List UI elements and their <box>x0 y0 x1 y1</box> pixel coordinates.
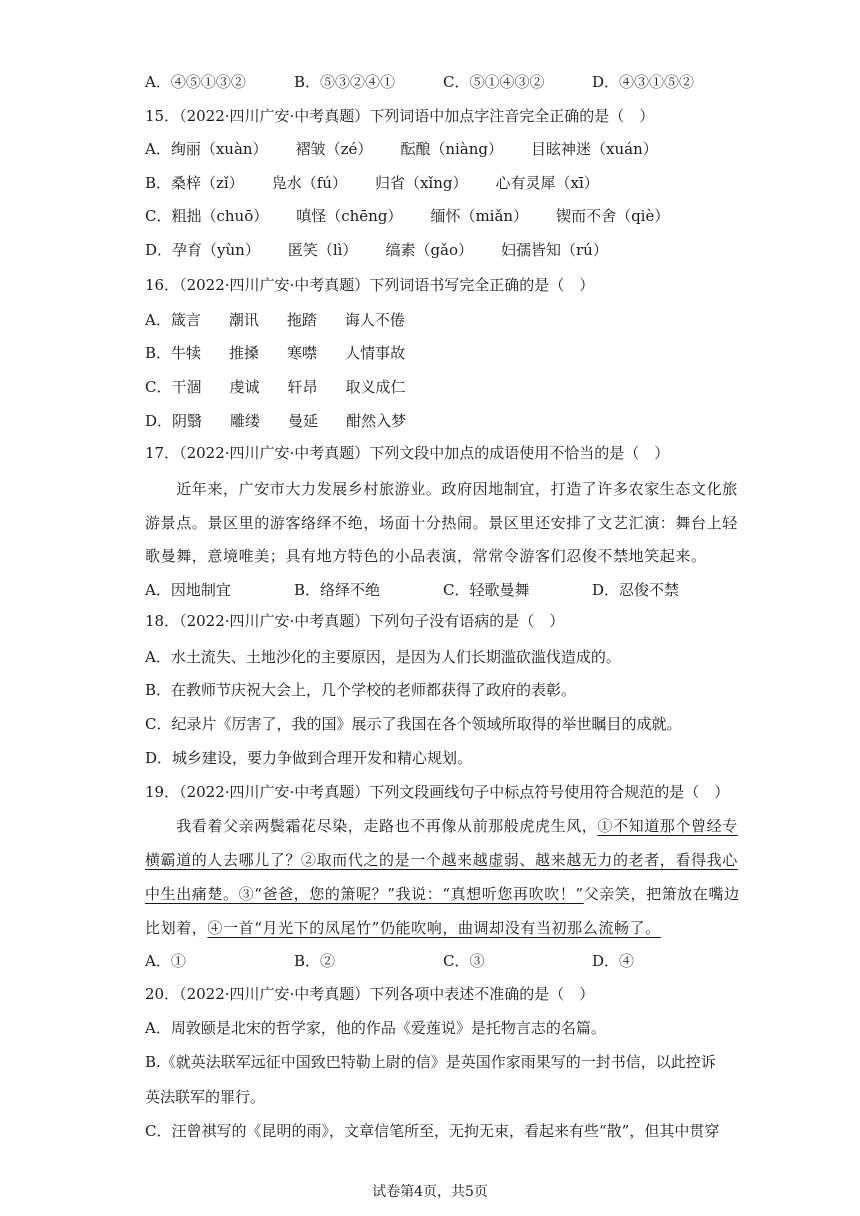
q19-p1-plain: 我看着父亲两鬓霜花尽染，走路也不再像从前那般虎虎生风， <box>145 817 598 835</box>
q16-option-a <box>145 310 720 330</box>
q14-option-a: A．④⑤①③② <box>145 73 246 91</box>
q19-p4-plain: 比划着， <box>145 919 208 937</box>
q15-a-item-4: 目眩神迷（xuán） <box>531 140 658 158</box>
q17-passage-line-1: 近年来，广安市大力发展乡村旅游业。政府因地制宜，打造了许多农家生态文化旅 <box>145 480 738 498</box>
q19-option-b: B．② <box>294 952 336 970</box>
q16-d-item-2: 雕缕 <box>230 412 261 430</box>
q16-c-item-1: C．干涸 <box>145 378 202 396</box>
q19-option-c: C．③ <box>443 952 485 970</box>
q19-stem: 19．（2022·四川广安·中考真题）下列文段画线句子中标点符号使用符合规范的是（ ） <box>145 783 730 801</box>
q17-option-a: A．因地制宜 <box>145 581 231 599</box>
q18-stem: 18．（2022·四川广安·中考真题）下列句子没有语病的是（ ） <box>145 612 565 630</box>
q16-a-item-3: 拖踏 <box>286 311 317 329</box>
q17-option-c: C．轻歌曼舞 <box>443 581 530 599</box>
q19-p3-underlined: 中生出痛楚。③“爸爸，您的箫呢？”我说：“真想听您再吹吹！” <box>145 885 584 903</box>
q19-options <box>145 951 720 971</box>
q15-d-item-4: 妇孺皆知（rú） <box>501 241 608 259</box>
q19-option-d: D．④ <box>592 952 635 970</box>
q17-option-d: D．忍俊不禁 <box>592 581 680 599</box>
q15-c-item-2: 嗔怪（chēng） <box>296 207 403 225</box>
q15-a-item-3: 酝酿（niàng） <box>400 140 504 158</box>
q15-d-item-3: 缟素（gǎo） <box>385 241 474 259</box>
q19-option-a: A．① <box>145 952 186 970</box>
q15-option-c <box>145 206 720 226</box>
q15-option-d <box>145 240 720 260</box>
q19-p2-underlined: 横霸道的人去哪儿了？②取而代之的是一个越来越虚弱、越来越无力的老者，看得我心 <box>145 851 738 869</box>
q17-stem: 17．（2022·四川广安·中考真题）下列文段中加点的成语使用不恰当的是（ ） <box>145 444 670 462</box>
q19-passage-line-1 <box>145 815 738 836</box>
q20-option-a: A．周敦颐是北宋的哲学家，他的作品《爱莲说》是托物言志的名篇。 <box>145 1019 606 1037</box>
q15-stem: 15．（2022·四川广安·中考真题）下列词语中加点字注音完全正确的是（ ） <box>145 107 655 125</box>
q14-option-b: B．⑤③②④① <box>294 73 396 91</box>
q16-b-item-2: 推搡 <box>229 344 260 362</box>
q20-stem: 20．（2022·四川广安·中考真题）下列各项中表述不准确的是（ ） <box>145 985 595 1003</box>
q16-a-item-1: A．箴言 <box>145 311 201 329</box>
q14-option-c: C．⑤①④③② <box>443 73 545 91</box>
q20-option-b-cont: 英法联军的罪行。 <box>145 1088 266 1106</box>
q16-b-item-1: B．牛犊 <box>145 344 202 362</box>
q15-c-item-4: 锲而不舍（qiè） <box>556 207 670 225</box>
q15-option-a <box>145 139 720 159</box>
q14-options <box>145 72 720 92</box>
q20-option-b: B.《就英法联军远征中国致巴特勒上尉的信》是英国作家雨果写的一封书信，以此控诉 <box>145 1053 716 1071</box>
q17-passage-line-2: 游景点。景区里的游客络绎不绝，场面十分热闹。景区里还安排了文艺汇演：舞台上轻 <box>145 514 738 532</box>
q16-d-item-4: 酣然入梦 <box>346 412 407 430</box>
q19-passage-line-3 <box>145 883 740 904</box>
q16-d-item-1: D．阴翳 <box>145 412 203 430</box>
q17-passage-line-3: 歌曼舞，意境唯美；具有地方特色的小品表演，常常令游客们忍俊不禁地笑起来。 <box>145 547 707 565</box>
q16-d-item-3: 曼延 <box>288 412 319 430</box>
q18-option-a: A．水土流失、土地沙化的主要原因，是因为人们长期滥砍滥伐造成的。 <box>145 648 621 666</box>
q18-option-c: C．纪录片《厉害了，我的国》展示了我国在各个领域所取得的举世瞩目的成就。 <box>145 715 682 733</box>
q16-option-d <box>145 411 720 431</box>
q18-option-d: D．城乡建设，要力争做到合理开发和精心规划。 <box>145 749 473 767</box>
q16-a-item-4: 诲人不倦 <box>344 311 405 329</box>
q15-c-item-3: 缅怀（miǎn） <box>430 207 529 225</box>
q15-d-item-1: D．孕育（yùn） <box>145 241 260 259</box>
q15-b-item-3: 归省（xǐng） <box>374 174 468 192</box>
q16-c-item-2: 虔诚 <box>229 378 260 396</box>
q16-c-item-3: 轩昂 <box>287 378 318 396</box>
q14-option-d: D．④③①⑤② <box>592 73 695 91</box>
q20-option-c: C．汪曾祺写的《昆明的雨》，文章信笔所至，无拘无束，看起来有些“散”，但其中贯穿 <box>145 1122 720 1140</box>
q15-d-item-2: 匿笑（lì） <box>287 241 358 259</box>
q16-c-item-4: 取义成仁 <box>345 378 406 396</box>
q16-option-c <box>145 377 720 397</box>
q17-option-b: B．络绎不绝 <box>294 581 381 599</box>
q16-stem: 16．（2022·四川广安·中考真题）下列词语书写完全正确的是（ ） <box>145 276 595 294</box>
q15-b-item-4: 心有灵犀（xī） <box>495 174 599 192</box>
q19-passage-line-4 <box>145 917 720 938</box>
q16-option-b <box>145 343 720 363</box>
q15-b-item-2: 凫水（fú） <box>271 174 347 192</box>
page-footer: 试卷第4页，共5页 <box>372 1184 488 1200</box>
q16-a-item-2: 潮讯 <box>228 311 259 329</box>
q15-a-item-2: 褶皱（zé） <box>295 140 373 158</box>
q15-a-item-1: A．绚丽（xuàn） <box>145 140 268 158</box>
q19-passage-line-2 <box>145 849 738 870</box>
q17-options <box>145 580 720 600</box>
q16-b-item-3: 寒噤 <box>287 344 318 362</box>
q16-b-item-4: 人情事故 <box>345 344 406 362</box>
q19-p1-underlined: ①不知道那个曾经专 <box>597 817 738 835</box>
q15-c-item-1: C．粗拙（chuō） <box>145 207 269 225</box>
q15-option-b <box>145 173 720 193</box>
q15-b-item-1: B．桑梓（zǐ） <box>145 174 244 192</box>
q19-p4-underlined: ④一首“月光下的凤尾竹”仍能吹响，曲调却没有当初那么流畅了。 <box>207 919 661 937</box>
q18-option-b: B．在教师节庆祝大会上，几个学校的老师都获得了政府的表彰。 <box>145 681 577 699</box>
q19-p3-plain: 父亲笑，把箫放在嘴边 <box>583 885 740 903</box>
